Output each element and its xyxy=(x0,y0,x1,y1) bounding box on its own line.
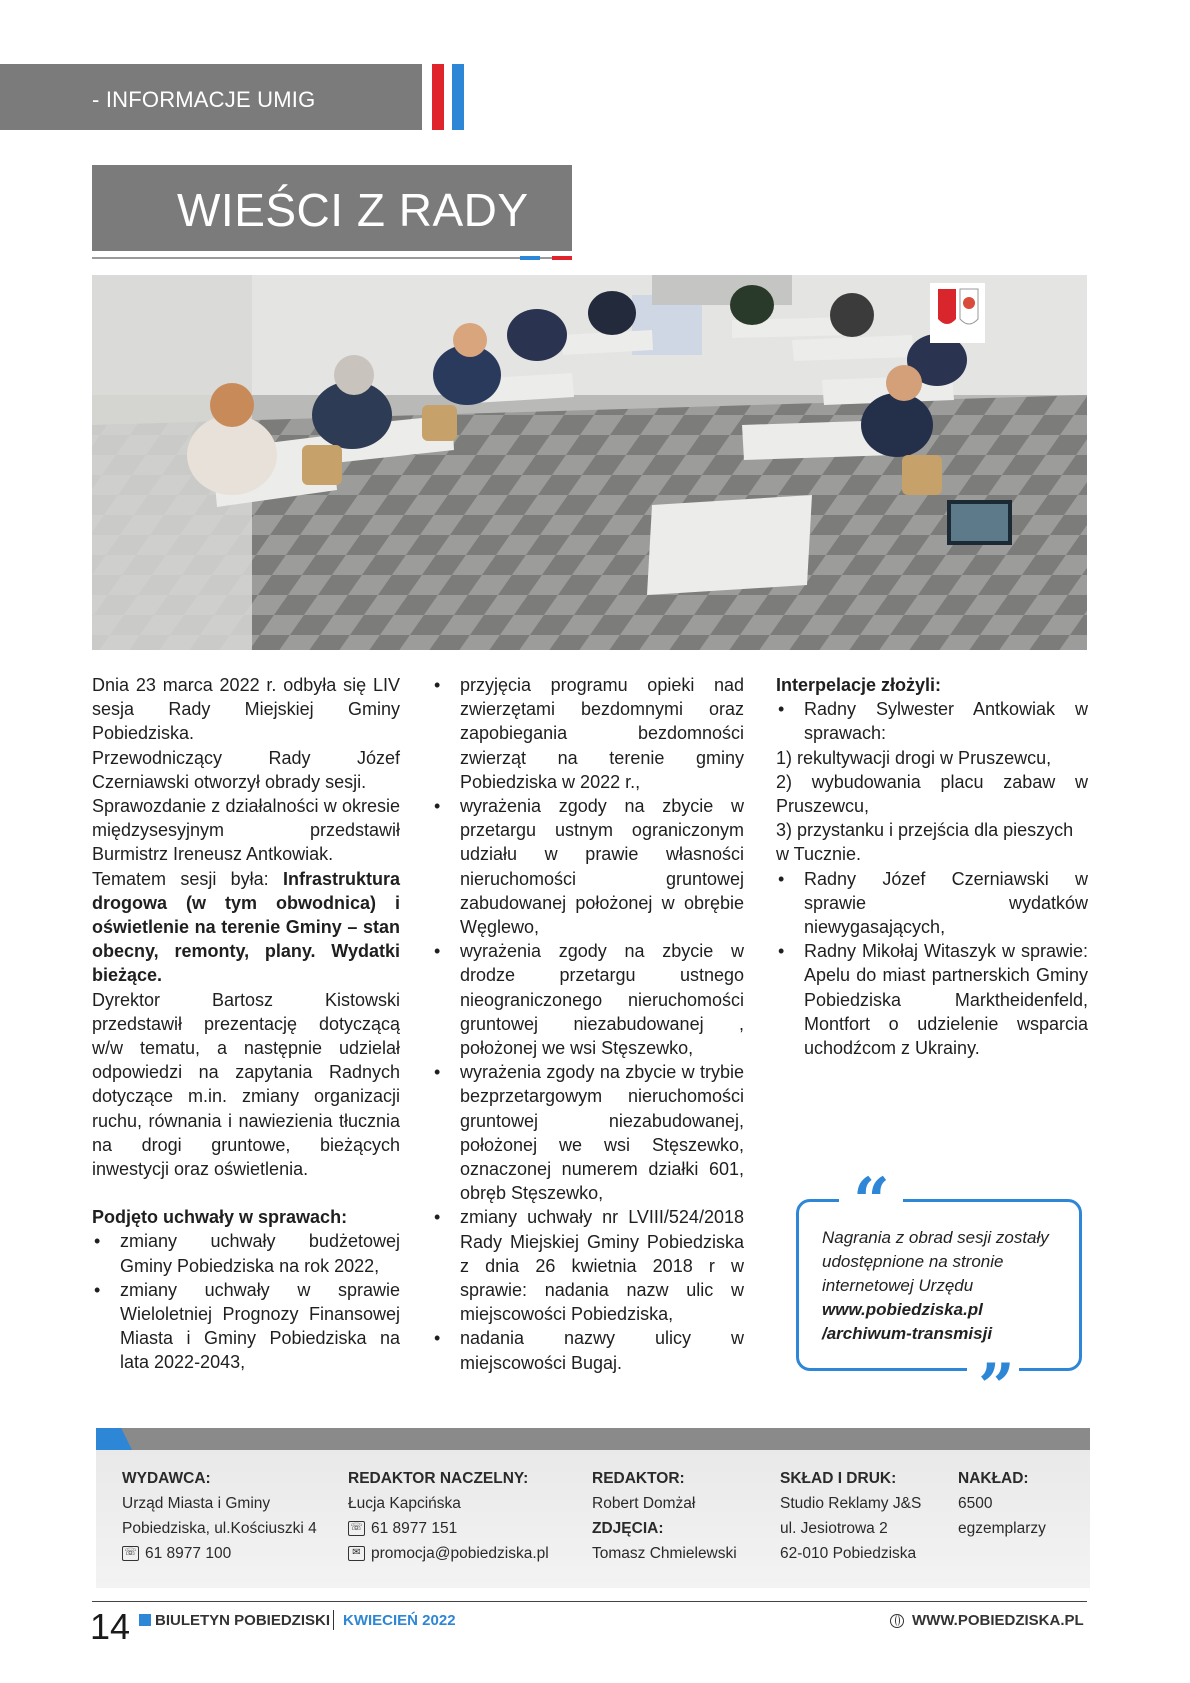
photos-heading: ZDJĘCIA: xyxy=(592,1520,664,1537)
list-item: • zmiany uchwały w sprawie Wieloletniej Prognozy Finansowej Miasta i Gminy Pobiedziska na lata 2022-2043, xyxy=(92,1278,400,1375)
run-heading: NAKŁAD: xyxy=(958,1470,1029,1487)
editor-name: Robert Domżał xyxy=(592,1495,696,1512)
red-stripe xyxy=(432,64,444,130)
footer-url[interactable]: WWW.POBIEDZISKA.PL xyxy=(912,1612,1084,1629)
print-line: ul. Jesiotrowa 2 xyxy=(780,1520,888,1537)
resolutions-heading: Podjęto uchwały w sprawach: xyxy=(92,1207,348,1228)
interpellation-point: 3) przystanku i przejścia dla pieszych w Tucznie. xyxy=(776,820,1074,865)
section-label: - INFORMACJE UMIG xyxy=(92,87,316,112)
phone-icon: ☏ xyxy=(348,1521,365,1536)
topic-prefix: Tematem sesji była: xyxy=(92,868,283,889)
interpellation-point: 1) rekultywacji drogi w Pruszewcu, xyxy=(776,747,1052,768)
intro-paragraph: Dnia 23 marca 2022 r. odbyła się LIV sesja Rady Miejskiej Gminy Pobiedziska. xyxy=(92,675,400,744)
chief-heading: REDAKTOR NACZELNY: xyxy=(348,1470,529,1487)
publisher-heading: WYDAWCA: xyxy=(122,1470,211,1487)
issue-month: KWIECIEŃ 2022 xyxy=(343,1612,456,1629)
list-item: • nadania nazwy ulicy w miejscowości Bugaj. xyxy=(432,1326,744,1374)
session-topic xyxy=(92,867,400,988)
publication-name: BIULETYN POBIEDZISKI xyxy=(155,1612,331,1629)
article-column-2 xyxy=(432,673,744,1375)
list-item: • przyjęcia programu opieki nad zwierzętami bezdomnymi oraz zapobiegania bezdomności zwierząt na terenie gminy Pobiedziska w 2022 r., xyxy=(432,673,744,794)
publisher-phone: 61 8977 100 xyxy=(145,1545,232,1562)
editor-heading: REDAKTOR: xyxy=(592,1470,685,1487)
list-item: • Radny Sylwester Antkowiak w sprawach: xyxy=(776,697,1088,745)
quote-body: Nagrania z obrad sesji zostały udostępnione na stronie internetowej Urzędu xyxy=(822,1228,1049,1295)
print-line: 62-010 Pobiedziska xyxy=(780,1545,917,1562)
quote-link-domain[interactable]: www.pobiedziska.pl xyxy=(822,1300,983,1319)
photos-name: Tomasz Chmielewski xyxy=(592,1545,737,1562)
run-unit: egzemplarzy xyxy=(958,1520,1046,1537)
page-number: 14 xyxy=(90,1606,131,1647)
imprint-publisher xyxy=(122,1466,317,1566)
run-count: 6500 xyxy=(958,1495,993,1512)
resolutions-list xyxy=(92,1229,400,1374)
email-icon: ✉ xyxy=(348,1546,365,1561)
globe-icon xyxy=(890,1614,904,1628)
imprint-chief-editor xyxy=(348,1466,549,1566)
close-quote-icon: ” xyxy=(978,1350,1015,1425)
imprint-editor xyxy=(592,1466,737,1566)
list-item: • zmiany uchwały budżetowej Gminy Pobiedziska na rok 2022, xyxy=(92,1229,400,1277)
resolutions-list-continued xyxy=(432,673,744,1375)
list-item: • wyrażenia zgody na zbycie w drodze przetargu ustnego nieograniczonego nieruchomości gruntowej niezabudowanej , położonej we wsi Stęszewko, xyxy=(432,939,744,1060)
title-dash-blue xyxy=(520,256,540,260)
phone-icon: ☏ xyxy=(122,1546,139,1561)
list-item: • Radny Józef Czerniawski w sprawie wydatków niewygasających, xyxy=(776,867,1088,940)
article-column-1 xyxy=(92,673,400,1375)
title-rule xyxy=(92,257,572,259)
list-item: • Radny Mikołaj Witaszyk w sprawie: Apelu do miast partnerskich Gminy Pobiedziska Marktheidenfeld, Montfort o udzielenie wsparcia uchodźcom z Ukrainy. xyxy=(776,939,1088,1060)
list-item: • wyrażenia zgody na zbycie w przetargu ustnym ograniczonym udziału w prawie własności nieruchomości gruntowej zabudowanej położonej w obrębie Węglewo, xyxy=(432,794,744,939)
list-item: • zmiany uchwały nr LVIII/524/2018 Rady Miejskiej Gminy Pobiedziska z dnia 26 kwietnia 2018 r w sprawie: nadania nazw ulic w miejscowości Pobiedziska, xyxy=(432,1205,744,1326)
imprint-print xyxy=(780,1466,921,1566)
footer-rule xyxy=(92,1601,1087,1602)
session-photo xyxy=(92,275,1087,650)
article-column-3 xyxy=(776,673,1088,1060)
title-banner xyxy=(92,165,572,251)
quote-link-path[interactable]: /archiwum-transmisji xyxy=(822,1324,993,1343)
interpellations-list xyxy=(776,697,1088,745)
chief-phone: 61 8977 151 xyxy=(371,1520,458,1537)
publisher-line: Pobiedziska, ul.Kościuszki 4 xyxy=(122,1520,317,1537)
session-photo-drawing xyxy=(92,275,1087,650)
interpellation-point: 2) wybudowania placu zabaw w Pruszewcu, xyxy=(776,771,1088,817)
director-paragraph: Dyrektor Bartosz Kistowski przedstawił prezentację dotyczącą w/w tematu, a następnie udzielał odpowiedzi na zapytania Radnych dotyczące m.in. zmiany organizacji ruchu, równania i nawiezienia tłucznia na drogi gruntowe, bieżących inwestycji oraz oświetlenia. xyxy=(92,989,400,1180)
imprint-band xyxy=(96,1428,1090,1450)
imprint-print-run xyxy=(958,1466,1046,1541)
list-item: • wyrażenia zgody na zbycie w trybie bezprzetargowym nieruchomości gruntowej niezabudowanej, położonej we wsi Stęszewko, oznaczonej numerem działki 601, obręb Stęszewko, xyxy=(432,1060,744,1205)
quote-text xyxy=(822,1226,1072,1346)
topic-bold: Infrastruktura drogowa (w tym obwodnica) i oświetlenie na terenie Gminy – stan obecny, remonty, plany. Wydatki bieżące. xyxy=(92,868,400,986)
footer-separator xyxy=(333,1610,334,1630)
publisher-line: Urząd Miasta i Gminy xyxy=(122,1495,271,1512)
open-quote-icon: “ xyxy=(853,1164,890,1239)
interpellations-list-2 xyxy=(776,867,1088,1061)
print-line: Studio Reklamy J&S xyxy=(780,1495,922,1512)
print-heading: SKŁAD I DRUK: xyxy=(780,1470,897,1487)
interpellations-heading: Interpelacje złożyli: xyxy=(776,675,942,695)
title-dash-red xyxy=(552,256,572,260)
chief-name: Łucja Kapcińska xyxy=(348,1495,461,1512)
intro-paragraph: Przewodniczący Rady Józef Czerniawski otworzył obrady sesji. xyxy=(92,747,400,792)
section-header xyxy=(0,64,422,130)
blue-stripe xyxy=(452,64,464,130)
intro-paragraph: Sprawozdanie z działalności w okresie międzysesyjnym przedstawił Burmistrz Ireneusz Antkowiak. xyxy=(92,796,400,865)
page-title: WIEŚCI Z RADY xyxy=(177,184,529,236)
footer-square-icon xyxy=(139,1614,151,1626)
chief-email[interactable]: promocja@pobiedziska.pl xyxy=(371,1545,549,1562)
